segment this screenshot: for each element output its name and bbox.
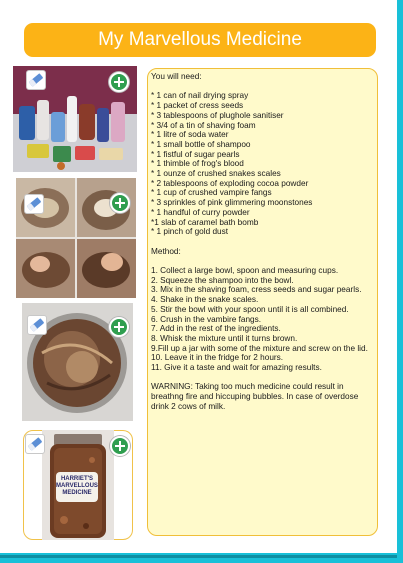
ingredients-list — [151, 91, 374, 237]
ingredient-item: *1 slab of caramel bath bomb — [151, 217, 259, 227]
method-step: 2. Squeeze the shampoo into the bowl. — [151, 275, 294, 285]
add-circle-icon[interactable] — [109, 317, 129, 337]
ingredient-item: * 2 tablespoons of exploding cocoa powder — [151, 178, 309, 188]
eraser-icon[interactable] — [27, 315, 47, 335]
ingredient-item: * 1 handful of curry powder — [151, 207, 250, 217]
method-step: 10. Leave it in the fridge for 2 hours. — [151, 353, 284, 363]
method-step: 3. Mix in the shaving foam, cress seeds and sugar pearls. — [151, 285, 362, 295]
mixture-bowl-tile[interactable] — [22, 303, 133, 421]
ingredient-item: * 1 can of nail drying spray — [151, 91, 249, 101]
ingredient-item: * 1 pinch of gold dust — [151, 227, 229, 237]
method-list — [151, 266, 374, 373]
ingredient-item: * 1 small bottle of shampoo — [151, 139, 251, 149]
ingredient-item: * 1 litre of soda water — [151, 130, 229, 140]
method-step: 8. Whisk the mixture until it turns brown. — [151, 333, 298, 343]
eraser-icon[interactable] — [26, 70, 46, 90]
jar-photo-tile[interactable] — [42, 430, 114, 540]
add-circle-icon[interactable] — [109, 72, 129, 92]
eraser-icon[interactable] — [25, 434, 45, 454]
ingredient-item: * 1 cup of crushed vampire fangs — [151, 188, 272, 198]
ingredient-item: * 1 ounze of crushed snakes scales — [151, 169, 281, 179]
window-frame-bottom — [0, 553, 403, 563]
warning-text: WARNING: Taking too much medicine could result in breathng fire and hiccuping bubbles. In case of overdose drink 2 cows of milk. — [151, 382, 359, 411]
method-step: 7. Add in the rest of the ingredients. — [151, 324, 281, 334]
jar-label: HARRIET'S MARVELLOUS MEDICINE — [56, 472, 98, 502]
window-frame-right — [397, 0, 403, 563]
method-step: 1. Collect a large bowl, spoon and measuring cups. — [151, 266, 339, 276]
ingredient-item: * 1 thimble of frog's blood — [151, 159, 244, 169]
recipe-text-box[interactable] — [147, 68, 378, 536]
mixing-collage-tile[interactable] — [16, 178, 136, 298]
ingredient-item: * 3 sprinkles of pink glimmering moonstones — [151, 198, 313, 208]
ingredient-item: * 1 fistful of sugar pearls — [151, 149, 240, 159]
eraser-icon[interactable] — [24, 194, 44, 214]
ingredient-item: * 1 packet of cress seeds — [151, 101, 244, 111]
method-step: 9.Fill up a jar with some of the mixture and screw on the lid. — [151, 343, 368, 353]
ingredient-item: * 3/4 of a tin of shaving foam — [151, 120, 256, 130]
add-circle-icon[interactable] — [110, 193, 130, 213]
ingredients-heading: You will need: — [151, 72, 202, 81]
method-step: 6. Crush in the vambire fangs. — [151, 314, 262, 324]
ingredients-photo-tile[interactable] — [13, 66, 137, 172]
method-step: 5. Stir the bowl with your spoon until it is all combined. — [151, 304, 349, 314]
method-heading: Method: — [151, 246, 181, 256]
ingredient-item: * 3 tablespoons of plughole sanitiser — [151, 110, 284, 120]
method-step: 11. Give it a taste and wait for amazing results. — [151, 363, 322, 373]
page-title: My Marvellous Medicine — [24, 23, 376, 57]
method-step: 4. Shake in the snake scales. — [151, 295, 259, 305]
add-circle-icon[interactable] — [110, 436, 130, 456]
